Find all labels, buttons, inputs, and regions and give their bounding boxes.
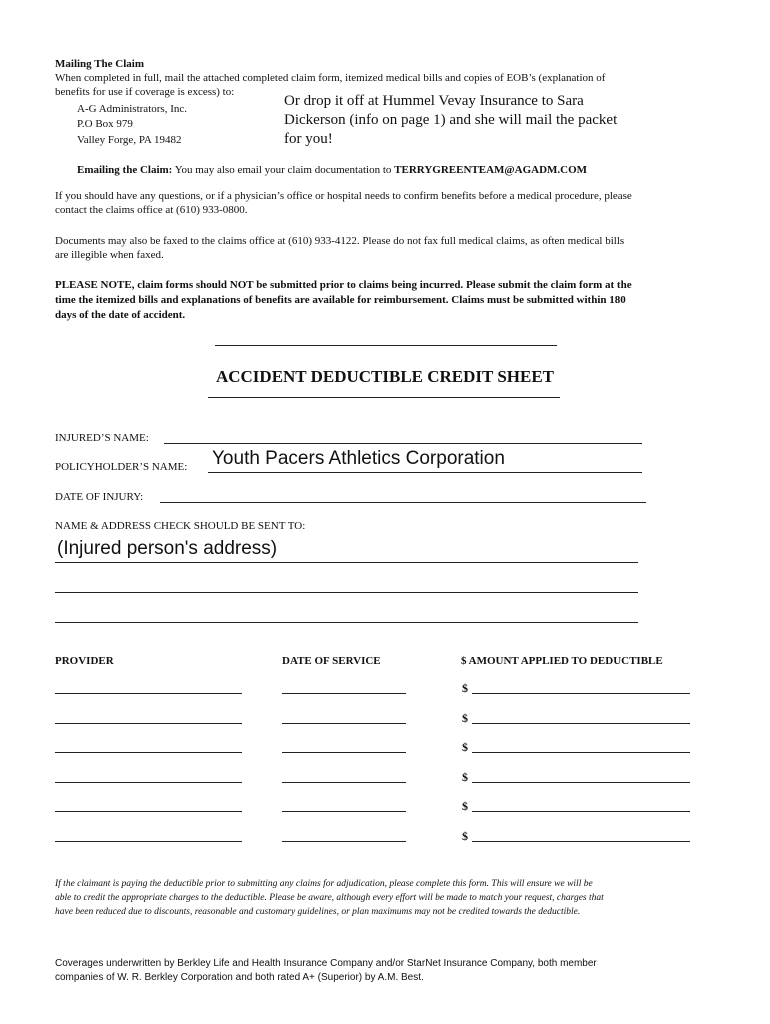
injured-name-field[interactable] [164, 443, 642, 444]
questions-line-1: If you should have any questions, or if a physician’s office or hospital needs to confirm benefits before a medical procedure, please [55, 190, 632, 202]
injured-name-label: INJURED’S NAME: [55, 432, 149, 444]
address-line-3[interactable] [55, 622, 638, 623]
emailing-line [77, 163, 587, 177]
provider-field[interactable] [55, 811, 242, 812]
address-line-1[interactable] [55, 562, 638, 563]
date-of-service-field[interactable] [282, 693, 406, 694]
note-line-2: time the itemized bills and explanations of benefits are available for reimbursement. Claims must be submitted within 180 [55, 294, 626, 306]
date-of-service-header: DATE OF SERVICE [282, 655, 381, 667]
date-of-service-field[interactable] [282, 811, 406, 812]
provider-field[interactable] [55, 782, 242, 783]
date-of-injury-field[interactable] [160, 502, 646, 503]
provider-field[interactable] [55, 841, 242, 842]
emailing-text: You may also email your claim documentation to [174, 164, 392, 176]
amount-field[interactable] [472, 811, 690, 812]
handwritten-note: Or drop it off at Hummel Vevay Insurance to Sara Dickerson (info on page 1) and she will mail the packet for you! [284, 93, 618, 147]
fax-line-2: are illegible when faxed. [55, 249, 164, 261]
mailing-address-line-3: Valley Forge, PA 19482 [77, 134, 182, 146]
policyholder-name-value: Youth Pacers Athletics Corporation [212, 448, 505, 469]
disclaimer-line-3: have been reduced due to discounts, reasonable and customary guidelines, or plan maximums may not be credited towards the deductible. [55, 907, 581, 917]
dollar-sign: $ [462, 799, 468, 813]
policyholder-name-field[interactable] [208, 472, 642, 473]
mailing-text-1: When completed in full, mail the attached completed claim form, itemized medical bills and copies of EOB’s (explanation of [55, 72, 606, 84]
emailing-label: Emailing the Claim: [77, 164, 173, 176]
provider-field[interactable] [55, 693, 242, 694]
footer-line-1: Coverages underwritten by Berkley Life and Health Insurance Company and/or StarNet Insurance Company, both member [55, 958, 597, 969]
date-of-service-field[interactable] [282, 752, 406, 753]
disclaimer-line-1: If the claimant is paying the deductible prior to submitting any claims for adjudication, please complete this form. This will ensure we will be [55, 879, 593, 889]
claims-email[interactable]: TERRYGREENTEAM@AGADM.COM [394, 164, 588, 176]
title-rule-top [215, 345, 557, 346]
date-of-service-field[interactable] [282, 841, 406, 842]
mailing-heading: Mailing The Claim [55, 58, 145, 70]
policyholder-name-label: POLICYHOLDER’S NAME: [55, 461, 188, 473]
mailing-text-2: benefits for use if coverage is excess) to: [55, 86, 235, 98]
amount-field[interactable] [472, 693, 690, 694]
mailing-address-line-1: A-G Administrators, Inc. [77, 103, 187, 115]
provider-field[interactable] [55, 752, 242, 753]
amount-header: $ AMOUNT APPLIED TO DEDUCTIBLE [461, 655, 663, 667]
amount-field[interactable] [472, 841, 690, 842]
dollar-sign: $ [462, 769, 468, 784]
dollar-sign: $ [462, 828, 468, 843]
check-address-value: (Injured person's address) [57, 538, 278, 559]
note-line-3: days of the date of accident. [55, 309, 186, 321]
mailing-address-line-2: P.O Box 979 [77, 118, 133, 130]
footer-line-2: companies of W. R. Berkley Corporation and both rated A+ (Superior) by A.M. Best. [55, 972, 424, 983]
provider-field[interactable] [55, 723, 242, 724]
fax-line-1: Documents may also be faxed to the claims office at (610) 933-4122. Please do not fax full medical claims, as often medical bills [55, 235, 625, 247]
address-line-2[interactable] [55, 592, 638, 593]
date-of-injury-label: DATE OF INJURY: [55, 491, 144, 503]
amount-field[interactable] [472, 782, 690, 783]
check-address-label: NAME & ADDRESS CHECK SHOULD BE SENT TO: [55, 520, 306, 532]
provider-header: PROVIDER [55, 655, 114, 667]
disclaimer-line-2: able to credit the appropriate charges to the deductible. Please be aware, although every effort will be made to match your request, charges that [55, 893, 604, 903]
sheet-title: ACCIDENT DEDUCTIBLE CREDIT SHEET [215, 367, 555, 386]
dollar-sign: $ [462, 710, 468, 725]
dollar-sign: $ [462, 740, 468, 754]
dollar-sign: $ [462, 681, 468, 695]
amount-field[interactable] [472, 752, 690, 753]
title-rule-bottom [208, 397, 560, 398]
date-of-service-field[interactable] [282, 782, 406, 783]
questions-line-2: contact the claims office at (610) 933-0800. [55, 204, 248, 216]
note-line-1: PLEASE NOTE, claim forms should NOT be submitted prior to claims being incurred. Please submit the claim form at the [55, 279, 632, 291]
amount-field[interactable] [472, 723, 690, 724]
date-of-service-field[interactable] [282, 723, 406, 724]
